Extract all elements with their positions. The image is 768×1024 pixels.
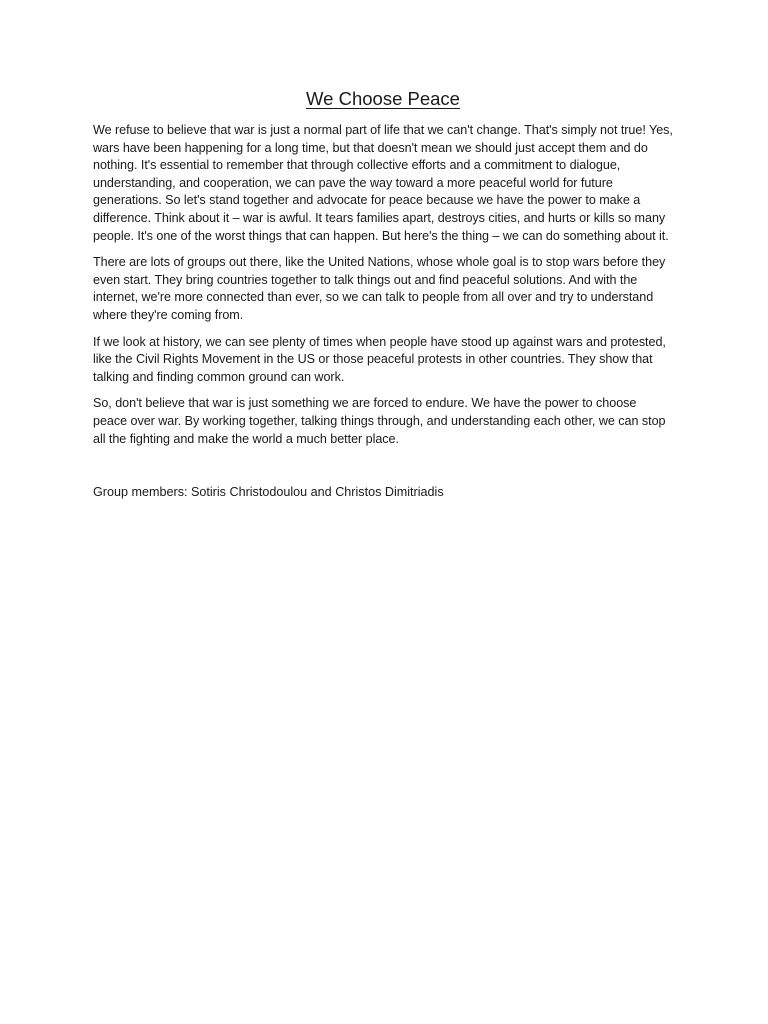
document-page <box>93 86 673 502</box>
paragraph-1: We refuse to believe that war is just a normal part of life that we can't change. That's simply not true! Yes, wars have been happening for a long time, but that doesn't mean we should just accept them and do nothing. It's essential to remember that through collective efforts and a commitment to dialogue, understanding, and cooperation, we can pave the way toward a more peaceful world for future generations. So let's stand together and advocate for peace because we have the power to make a difference. Think about it – war is awful. It tears families apart, destroys cities, and hurts or kills so many people. It's one of the worst things that can happen. But here's the thing – we can do something about it. <box>93 123 673 243</box>
paragraph-2: There are lots of groups out there, like the United Nations, whose whole goal is to stop wars before they even start. They bring countries together to talk things out and find peaceful solutions. And with the internet, we're more connected than ever, so we can talk to people from all over and try to understand where they're coming from. <box>93 255 666 322</box>
group-members: Group members: Sotiris Christodoulou and Christos Dimitriadis <box>93 485 444 500</box>
paragraph-3: If we look at history, we can see plenty of times when people have stood up against wars and protested, like the Civil Rights Movement in the US or those peaceful protests in other countries. They show that talking and finding common ground can work. <box>93 334 666 384</box>
paragraph-4: So, don't believe that war is just something we are forced to endure. We have the power to choose peace over war. By working together, talking things through, and understanding each other, we can stop all the fighting and make the world a much better place. <box>93 396 666 446</box>
document-title: We Choose Peace <box>306 88 460 109</box>
